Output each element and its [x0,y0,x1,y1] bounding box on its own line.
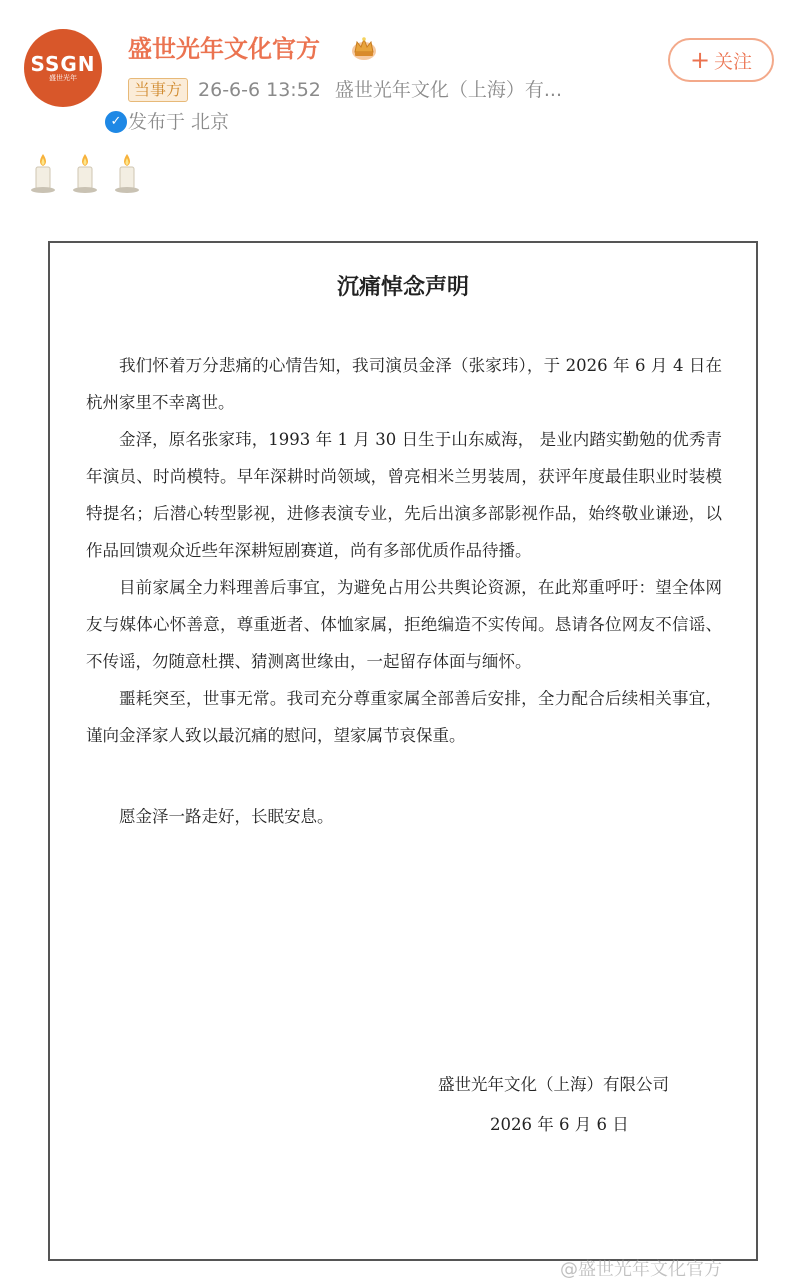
post-location: 发布于 北京 [128,111,230,133]
post-source[interactable]: 盛世光年文化（上海）有... [334,79,563,101]
statement-paragraph: 金泽，原名张家玮，1993 年 1 月 30 日生于山东威海， 是业内踏实勤勉的优秀青年演员、时尚模特。早年深耕时尚领域，曾亮相米兰男装周，获评年度最佳职业时装模特提名；后潜心转型影视，进修表演专业，先后出演多部影视作品，始终敬业谦逊，以作品回馈观众近些年深耕短剧赛道，尚有多部优质作品待播。 [86,430,722,560]
statement-signature [438,1065,718,1145]
post-header [0,0,800,150]
verified-icon: ✓ [103,109,129,135]
avatar-sub-text: 盛世光年 [49,74,77,82]
party-tag: 当事方 [128,78,188,102]
watermark: @盛世光年文化官方 [560,1259,722,1280]
candle-icon [70,152,100,194]
avatar[interactable] [24,29,122,129]
statement-image[interactable] [48,241,758,1261]
statement-closing: 愿金泽一路走好，长眠安息。 [119,807,334,826]
statement-paragraph: 噩耗突至，世事无常。我司充分尊重家属全部善后安排，全力配合后续相关事宜，谨向金泽家人致以最沉痛的慰问，望家属节哀保重。 [86,689,722,745]
crown-icon [350,35,378,61]
statement-paragraph: 我们怀着万分悲痛的心情告知，我司演员金泽（张家玮），于 2026 年 6 月 4 日在杭州家里不幸离世。 [86,356,722,412]
candle-emojis [28,152,154,194]
follow-label: 关注 [714,51,753,73]
post-meta [128,77,562,103]
avatar-logo-text: SSGN [30,52,96,76]
statement-title: 沉痛悼念声明 [336,275,469,300]
signature-company: 盛世光年文化（上海）有限公司 [438,1075,669,1094]
post-time: 26-6-6 13:52 [198,79,321,101]
account-name[interactable]: 盛世光年文化官方 [128,35,320,63]
statement-body [86,347,722,835]
follow-button[interactable] [668,38,774,82]
statement-paragraph: 目前家属全力料理善后事宜，为避免占用公共舆论资源，在此郑重呼吁：望全体网友与媒体心怀善意，尊重逝者、体恤家属，拒绝编造不实传闻。恳请各位网友不信谣、不传谣，勿随意杜撰、猜测离世缘由，一起留存体面与缅怀。 [86,578,722,671]
candle-icon [112,152,142,194]
signature-date: 2026 年 6 月 6 日 [490,1115,629,1134]
candle-icon [28,152,58,194]
plus-icon: + [689,46,711,74]
